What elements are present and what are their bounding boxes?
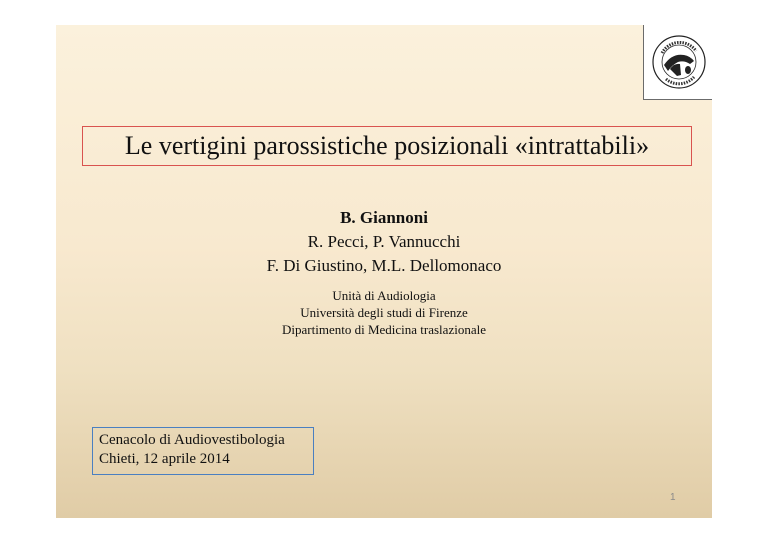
affiliation-university: Università degli studi di Firenze [300, 305, 468, 320]
affiliation-department: Dipartimento di Medicina traslazionale [282, 322, 486, 337]
event-name: Cenacolo di Audiovestibologia [99, 432, 285, 448]
slide [56, 25, 712, 518]
title-box [82, 126, 692, 166]
co-authors-line-2: F. Di Giustino, M.L. Dellomonaco [266, 256, 502, 275]
co-authors-line-1: R. Pecci, P. Vannucchi [307, 232, 461, 251]
university-logo [643, 25, 712, 100]
page-number: 1 [670, 492, 676, 503]
event-box [92, 427, 314, 475]
audiology-seal-icon [650, 31, 708, 93]
main-author: B. Giannoni [340, 208, 428, 227]
slide-title: Le vertigini parossistiche posizionali «intrattabili» [124, 131, 650, 160]
event-place-date: Chieti, 12 aprile 2014 [99, 451, 230, 467]
affiliation-unit: Unità di Audiologia [332, 288, 436, 303]
